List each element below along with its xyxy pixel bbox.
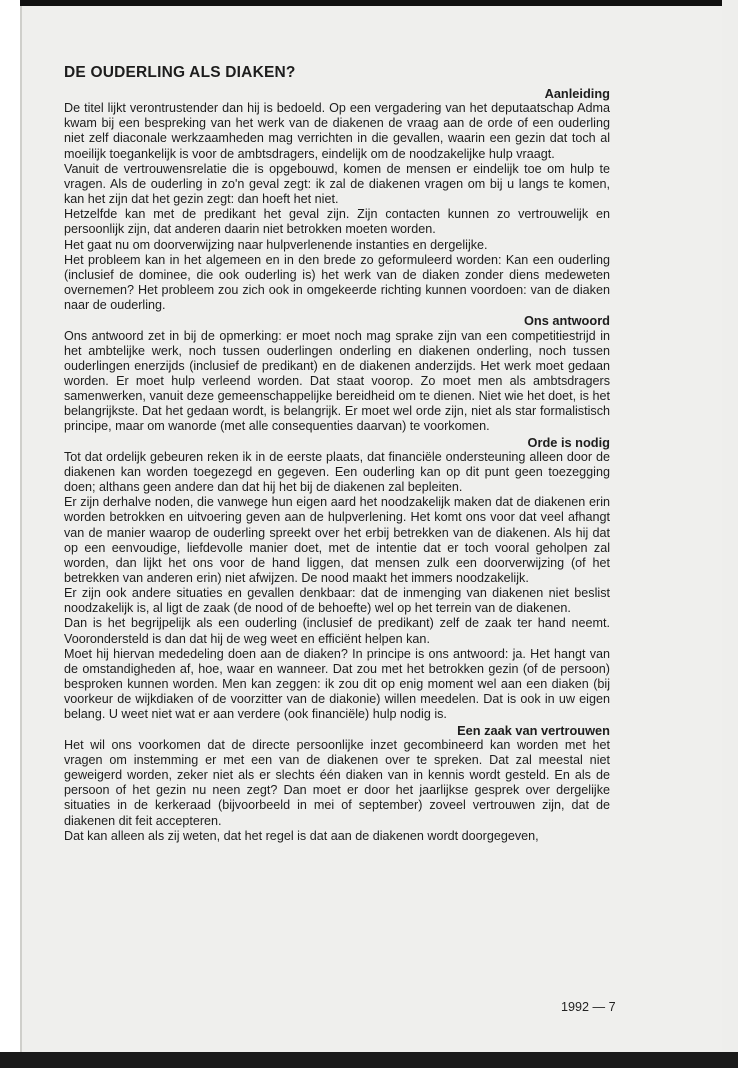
paragraph: Er zijn ook andere situaties en gevallen denkbaar: dat de inmenging van diakenen niet beslist noodzakelijk is, al ligt de zaak (de nood of de behoefte) wel op het terrein van de diakenen. [64,586,610,616]
article-title: DE OUDERLING ALS DIAKEN? [64,64,296,81]
section-heading: Een zaak van vertrouwen [457,722,610,738]
article-body [64,64,610,844]
scan-right-margin [722,0,738,1068]
paragraph: Het gaat nu om doorverwijzing naar hulpverlenende instanties en dergelijke. [64,237,488,252]
section-een-zaak-van-vertrouwen [64,723,610,844]
paragraph: Het wil ons voorkomen dat de directe persoonlijke inzet gecombineerd kan worden met het vragen om instemming er met een van de diakenen over te spreken. Dat zal meestal niet geweigerd worden, zeker niet als er slechts één diaken van in kennis wordt gesteld. En als de persoon of het gezin nu neen zegt? Dan moet er door het jaarlijkse gesprek over dergelijke situaties in de kerkeraad (bijvoorbeeld in mei of september) zoveel vertrouwen zijn, dat de diakenen dit feit accepteren. [64,737,610,828]
section-heading: Aanleiding [544,86,610,101]
paragraph: Hetzelfde kan met de predikant het geval zijn. Zijn contacten kunnen zo vertrouwelijk en persoonlijk zijn, dat anderen daarin niet betrokken moeten worden. [64,207,610,237]
paragraph: Er zijn derhalve noden, die vanwege hun eigen aard het noodzakelijk maken dat de diakenen erin worden betrokken en uitvoering geven aan de hulpverlening. Het komt ons voor dat veel afhangt van de manier waarop de ouderling spreekt over het erbij betrekken van de diakenen. Als hij dat op een eenvoudige, liefdevolle manier doet, met de intentie dat er toch vooral geholpen zal worden, dan lijkt het ons voor de hand liggen, dat mensen zulk een doorverwijzing (of het betrekken van anderen erin) niet afwijzen. De nood maakt het immers noodzakelijk. [64,495,610,585]
scan-bottom-edge [0,1052,738,1068]
paragraph: Ons antwoord zet in bij de opmerking: er moet noch mag sprake zijn van een competitiestrijd in het ambtelijke werk, noch tussen ouderlingen onderling en diakenen onderling, noch tussen ouderlingen enerzijds (inclusief de predikant) en de diakenen anderzijds. Het werk moet gedaan worden. Er moet hulp verleend worden. Dat staat voorop. Zo moet men als ambtsdragers samenwerken, vanuit deze gemeenschappelijke bereidheid om te dienen. Niet wie het doet, is het belangrijkste. Dat het gedaan wordt, is belangrijk. Er moet wel orde zijn, niet als star formalistisch principe, maar om wanorde (met alle consequenties daarvan) te voorkomen. [64,328,610,434]
section-aanleiding [64,86,610,313]
section-ons-antwoord [64,313,610,434]
paragraph: De titel lijkt verontrustender dan hij is bedoeld. Op een vergadering van het deputaatschap Adma kwam bij een bespreking van het werk van de diakenen de vraag aan de orde of een ouderling niet zelf diaconale werkzaamheden mag verrichten in die gevallen, waarin een gezin dat toch al moeilijk toegankelijk is voor de ambtsdragers, eindelijk om de noodzakelijke hulp vraagt. [64,101,610,161]
section-heading: Orde is nodig [527,434,610,450]
paragraph: Dat kan alleen als zij weten, dat het regel is dat aan de diakenen wordt doorgegeven, [64,828,539,843]
scan-left-margin [0,0,20,1068]
section-orde-is-nodig [64,435,610,723]
paragraph: Dan is het begrijpelijk als een ouderling (inclusief de predikant) zelf de zaak ter hand neemt. Voorondersteld is dan dat hij de weg weet en efficiënt helpen kan. [64,616,610,646]
section-heading: Ons antwoord [523,313,610,329]
paragraph: Tot dat ordelijk gebeuren reken ik in de eerste plaats, dat financiële ondersteuning alleen door de diakenen kan worden toegezegd en gegeven. Een ouderling kan op dit punt geen toezegging doen; althans geen andere dan dat hij het bij de diakenen zal bepleiten. [64,449,610,495]
page-number: 1992 — 7 [561,1000,616,1014]
paragraph: Vanuit de vertrouwensrelatie die is opgebouwd, komen de mensen er eindelijk toe om hulp te vragen. Als de ouderling in zo'n geval zegt: ik zal de diakenen vragen om bij u langs te komen, kan het zijn dat het gezin zegt: dan hoeft het niet. [64,161,610,207]
paragraph: Het probleem kan in het algemeen en in den brede zo geformuleerd worden: Kan een ouderling (inclusief de dominee, die ook ouderling is) het werk van de diaken zonder diens medeweten overnemen? Het probleem zou zich ook in omgekeerde richting kunnen voordoen: van de diaken naar de ouderling. [64,252,610,313]
paragraph: Moet hij hiervan mededeling doen aan de diaken? In principe is ons antwoord: ja. Het hangt van de omstandigheden af, hoe, waar en wanneer. Dat zou met het betrokken gezin (of de persoon) besproken kunnen worden. Men kan zeggen: ik zou dit op enig moment wel aan een diaken (bij voorkeur de wijkdiaken of de voorzitter van de diakonie) willen meedelen. Dat is ook in uw eigen belang. U weet niet wat er aan verdere (ook financiële) hulp nodig is. [64,646,610,722]
